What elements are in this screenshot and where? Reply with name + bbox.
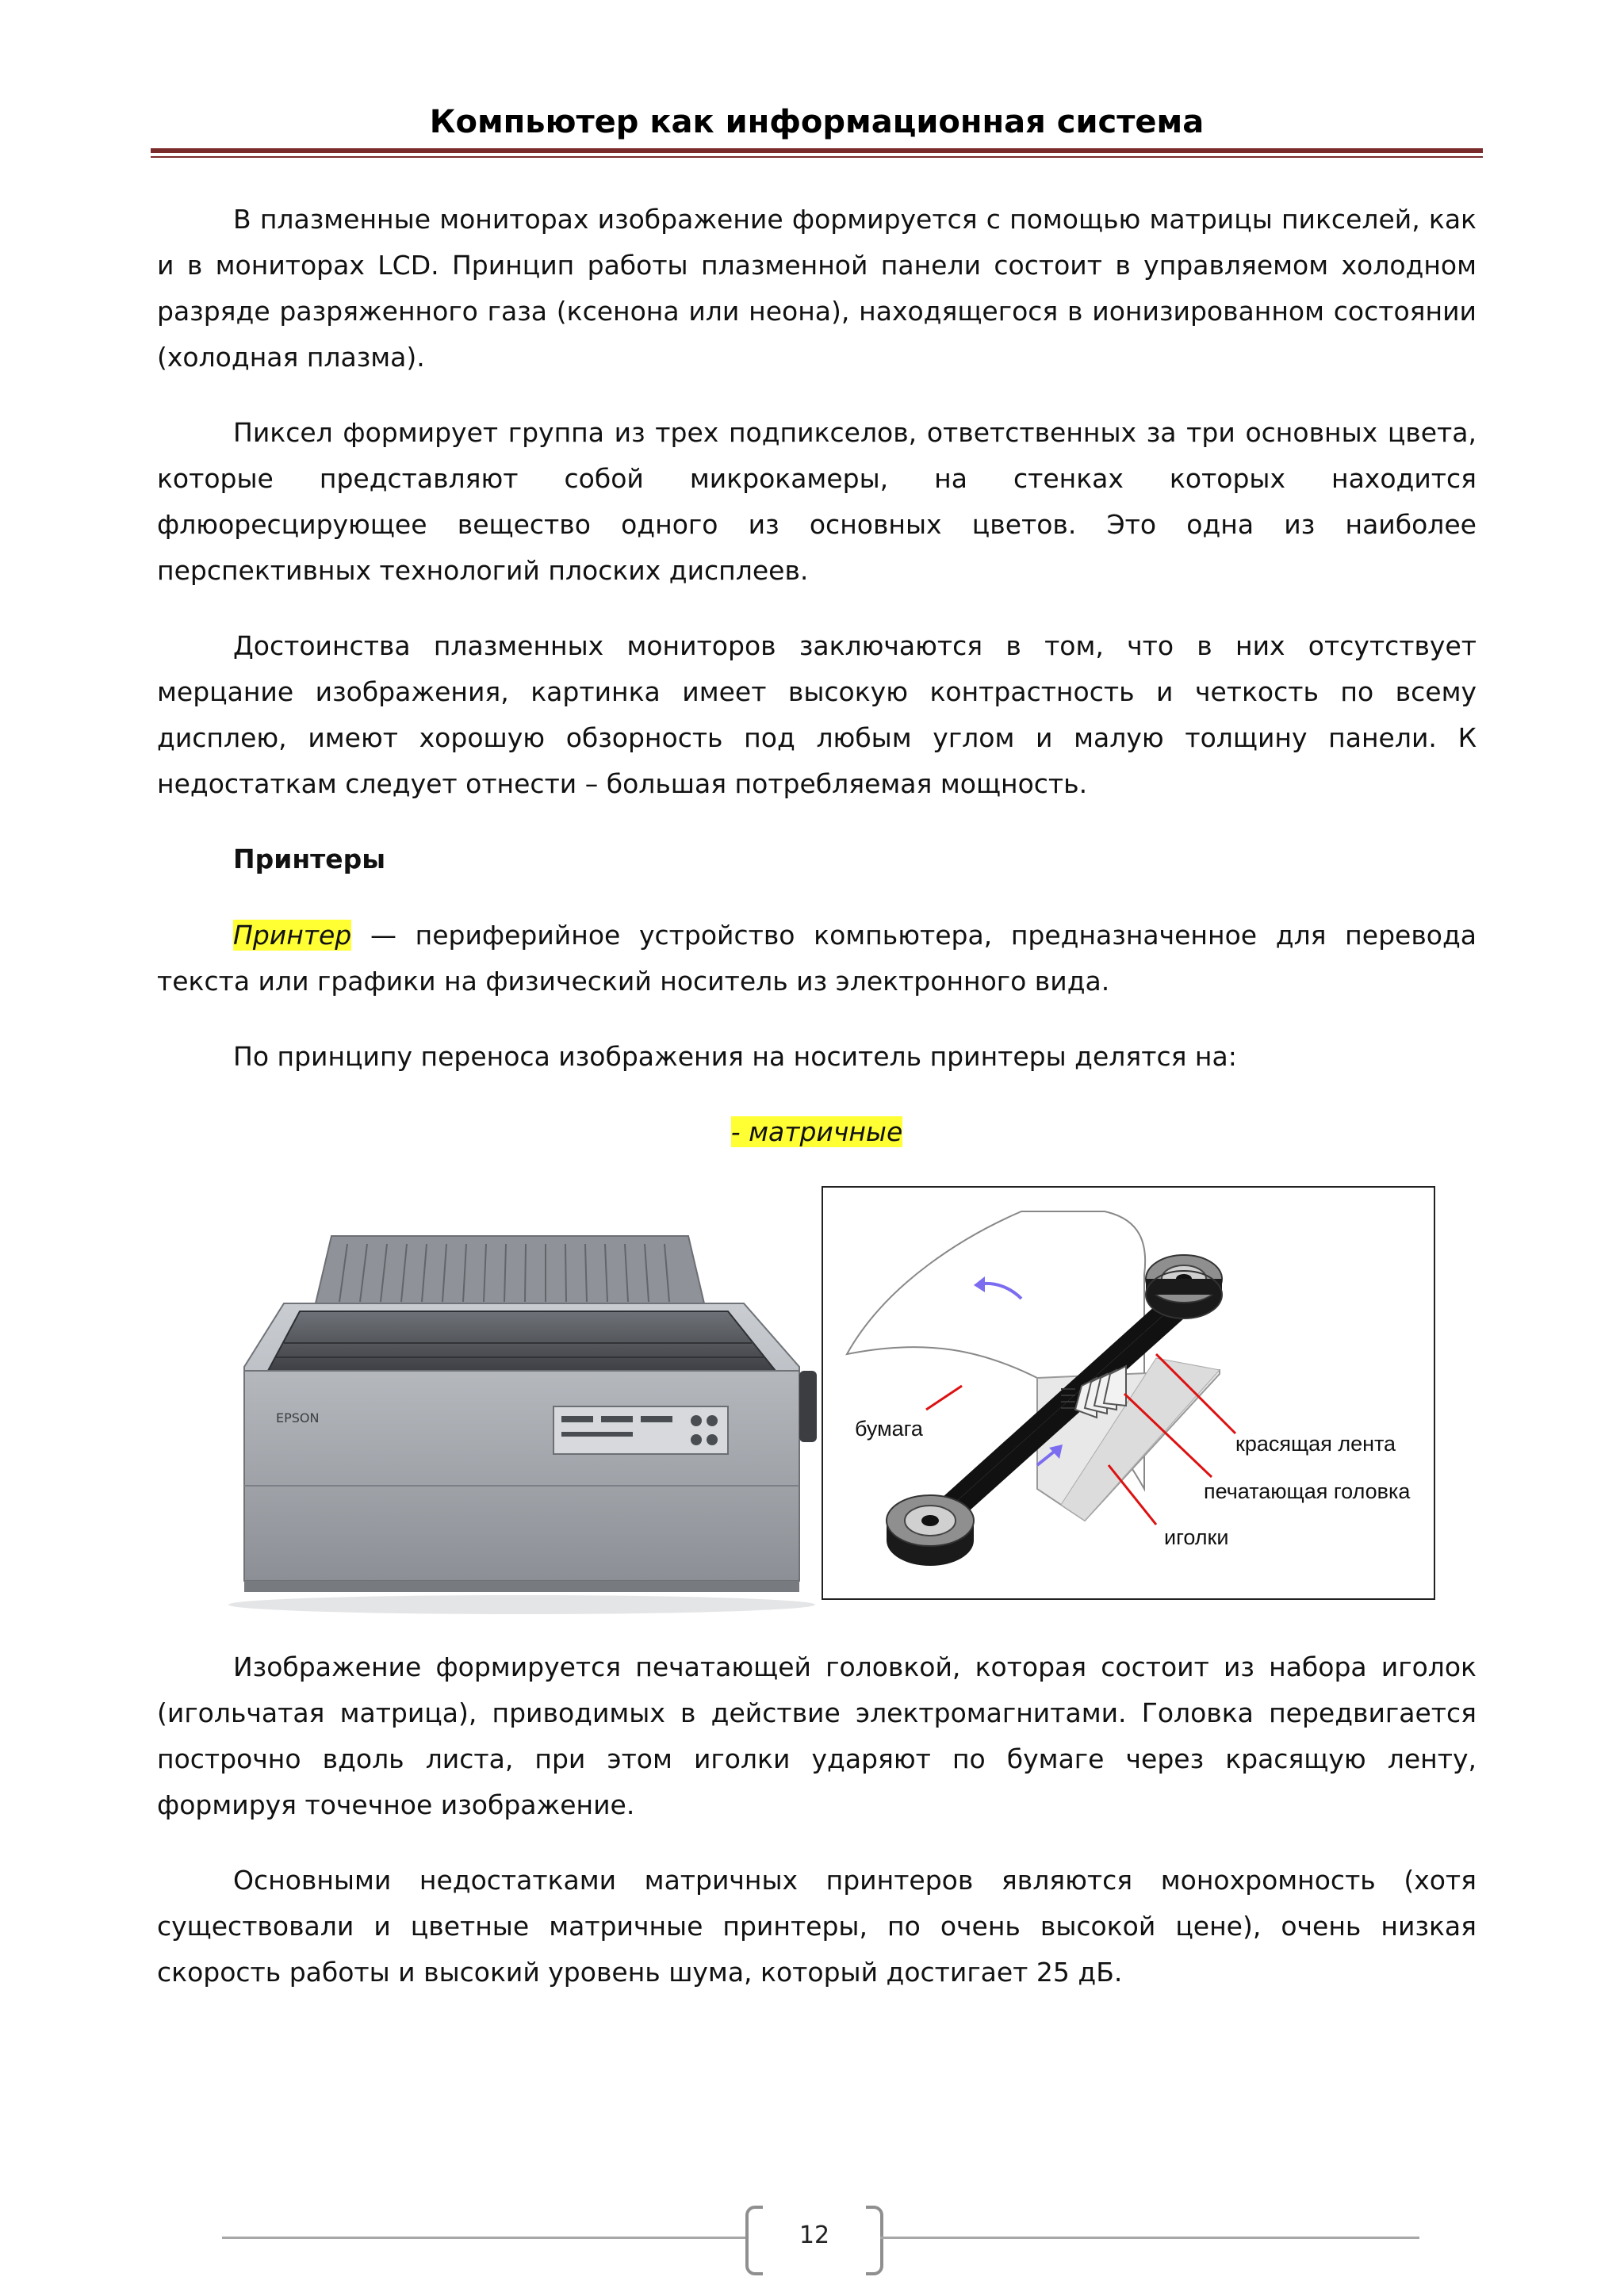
ribbon-spool-top bbox=[1146, 1255, 1222, 1318]
paragraph-printer-definition bbox=[157, 913, 1477, 1004]
diagram-label-ribbon: красящая лента bbox=[1235, 1432, 1396, 1456]
diagram-label-paper: бумага bbox=[855, 1417, 923, 1441]
figure-row bbox=[157, 1184, 1477, 1621]
subheading-matrix: - матричные bbox=[730, 1116, 903, 1147]
printer-photo bbox=[220, 1232, 847, 1621]
printer-definition-text: — периферийное устройство компьютера, предназначенное для перевода текста или графики на физический носитель из электронного вида. bbox=[157, 920, 1477, 997]
diagram-label-print-head: печатающая головка bbox=[1204, 1479, 1411, 1503]
ribbon-spool-bottom bbox=[887, 1495, 974, 1566]
matrix-printer-diagram bbox=[822, 1186, 1435, 1600]
paragraph-pixel: Пиксел формирует группа из трех подпикселов, ответственных за три основных цвета, которые представляют собой микрокамеры, на стенках которых находится флюоресцирующее вещество одного из основных цветов. Это одна из наиболее перспективных технологий плоских дисплеев. bbox=[157, 417, 1477, 586]
subheading-matrix-line bbox=[157, 1109, 1477, 1155]
paragraph-advantages: Достоинства плазменных мониторов заключаются в том, что в них отсутствует мерцание изображения, картинка имеет высокую контрастность и четкость по всему дисплею, имеют хорошую обзорность под любым углом и малую толщину панели. К недостаткам следует отнести – большая потребляемая мощность. bbox=[157, 630, 1477, 799]
printer-brand-text: EPSON bbox=[276, 1410, 320, 1425]
paragraph-plasma-principle: В плазменные мониторах изображение формируется с помощью матрицы пикселей, как и в мониторах LCD. Принцип работы плазменной панели состоит в управляемом холодном разряде разряженного газа (ксенона или неона), находящегося в ионизированном состоянии (холодная плазма). bbox=[157, 204, 1477, 373]
section-heading-printers: Принтеры bbox=[233, 844, 386, 874]
header-rule-thin bbox=[151, 156, 1483, 158]
footer-bracket-left bbox=[745, 2206, 763, 2275]
page-content bbox=[157, 197, 1477, 2025]
page-number: 12 bbox=[799, 2221, 830, 2249]
page-title: Компьютер как информационная система bbox=[429, 104, 1205, 140]
diagram-label-needles: иголки bbox=[1164, 1525, 1229, 1549]
paragraph-printer-types: По принципу переноса изображения на носитель принтеры делятся на: bbox=[233, 1041, 1237, 1072]
footer-line-left bbox=[222, 2237, 745, 2239]
paragraph-image-formation: Изображение формируется печатающей головкой, которая состоит из набора иголок (игольчатая матрица), приводимых в действие электромагнитами. Головка передвигается построчно вдоль листа, при этом иголки ударяют по бумаге через красящую ленту, формируя точечное изображение. bbox=[157, 1651, 1477, 1820]
paragraph-disadvantages: Основными недостатками матричных принтеров являются монохромность (хотя существовали и цветные матричные принтеры, по очень высокой цене), очень низкая скорость работы и высокий уровень шума, который достигает 25 дБ. bbox=[157, 1865, 1477, 1988]
footer-bracket-right bbox=[866, 2206, 883, 2275]
printer-term-highlight: Принтер bbox=[233, 920, 352, 951]
header-rule bbox=[151, 148, 1483, 153]
footer-line-right bbox=[880, 2237, 1419, 2239]
